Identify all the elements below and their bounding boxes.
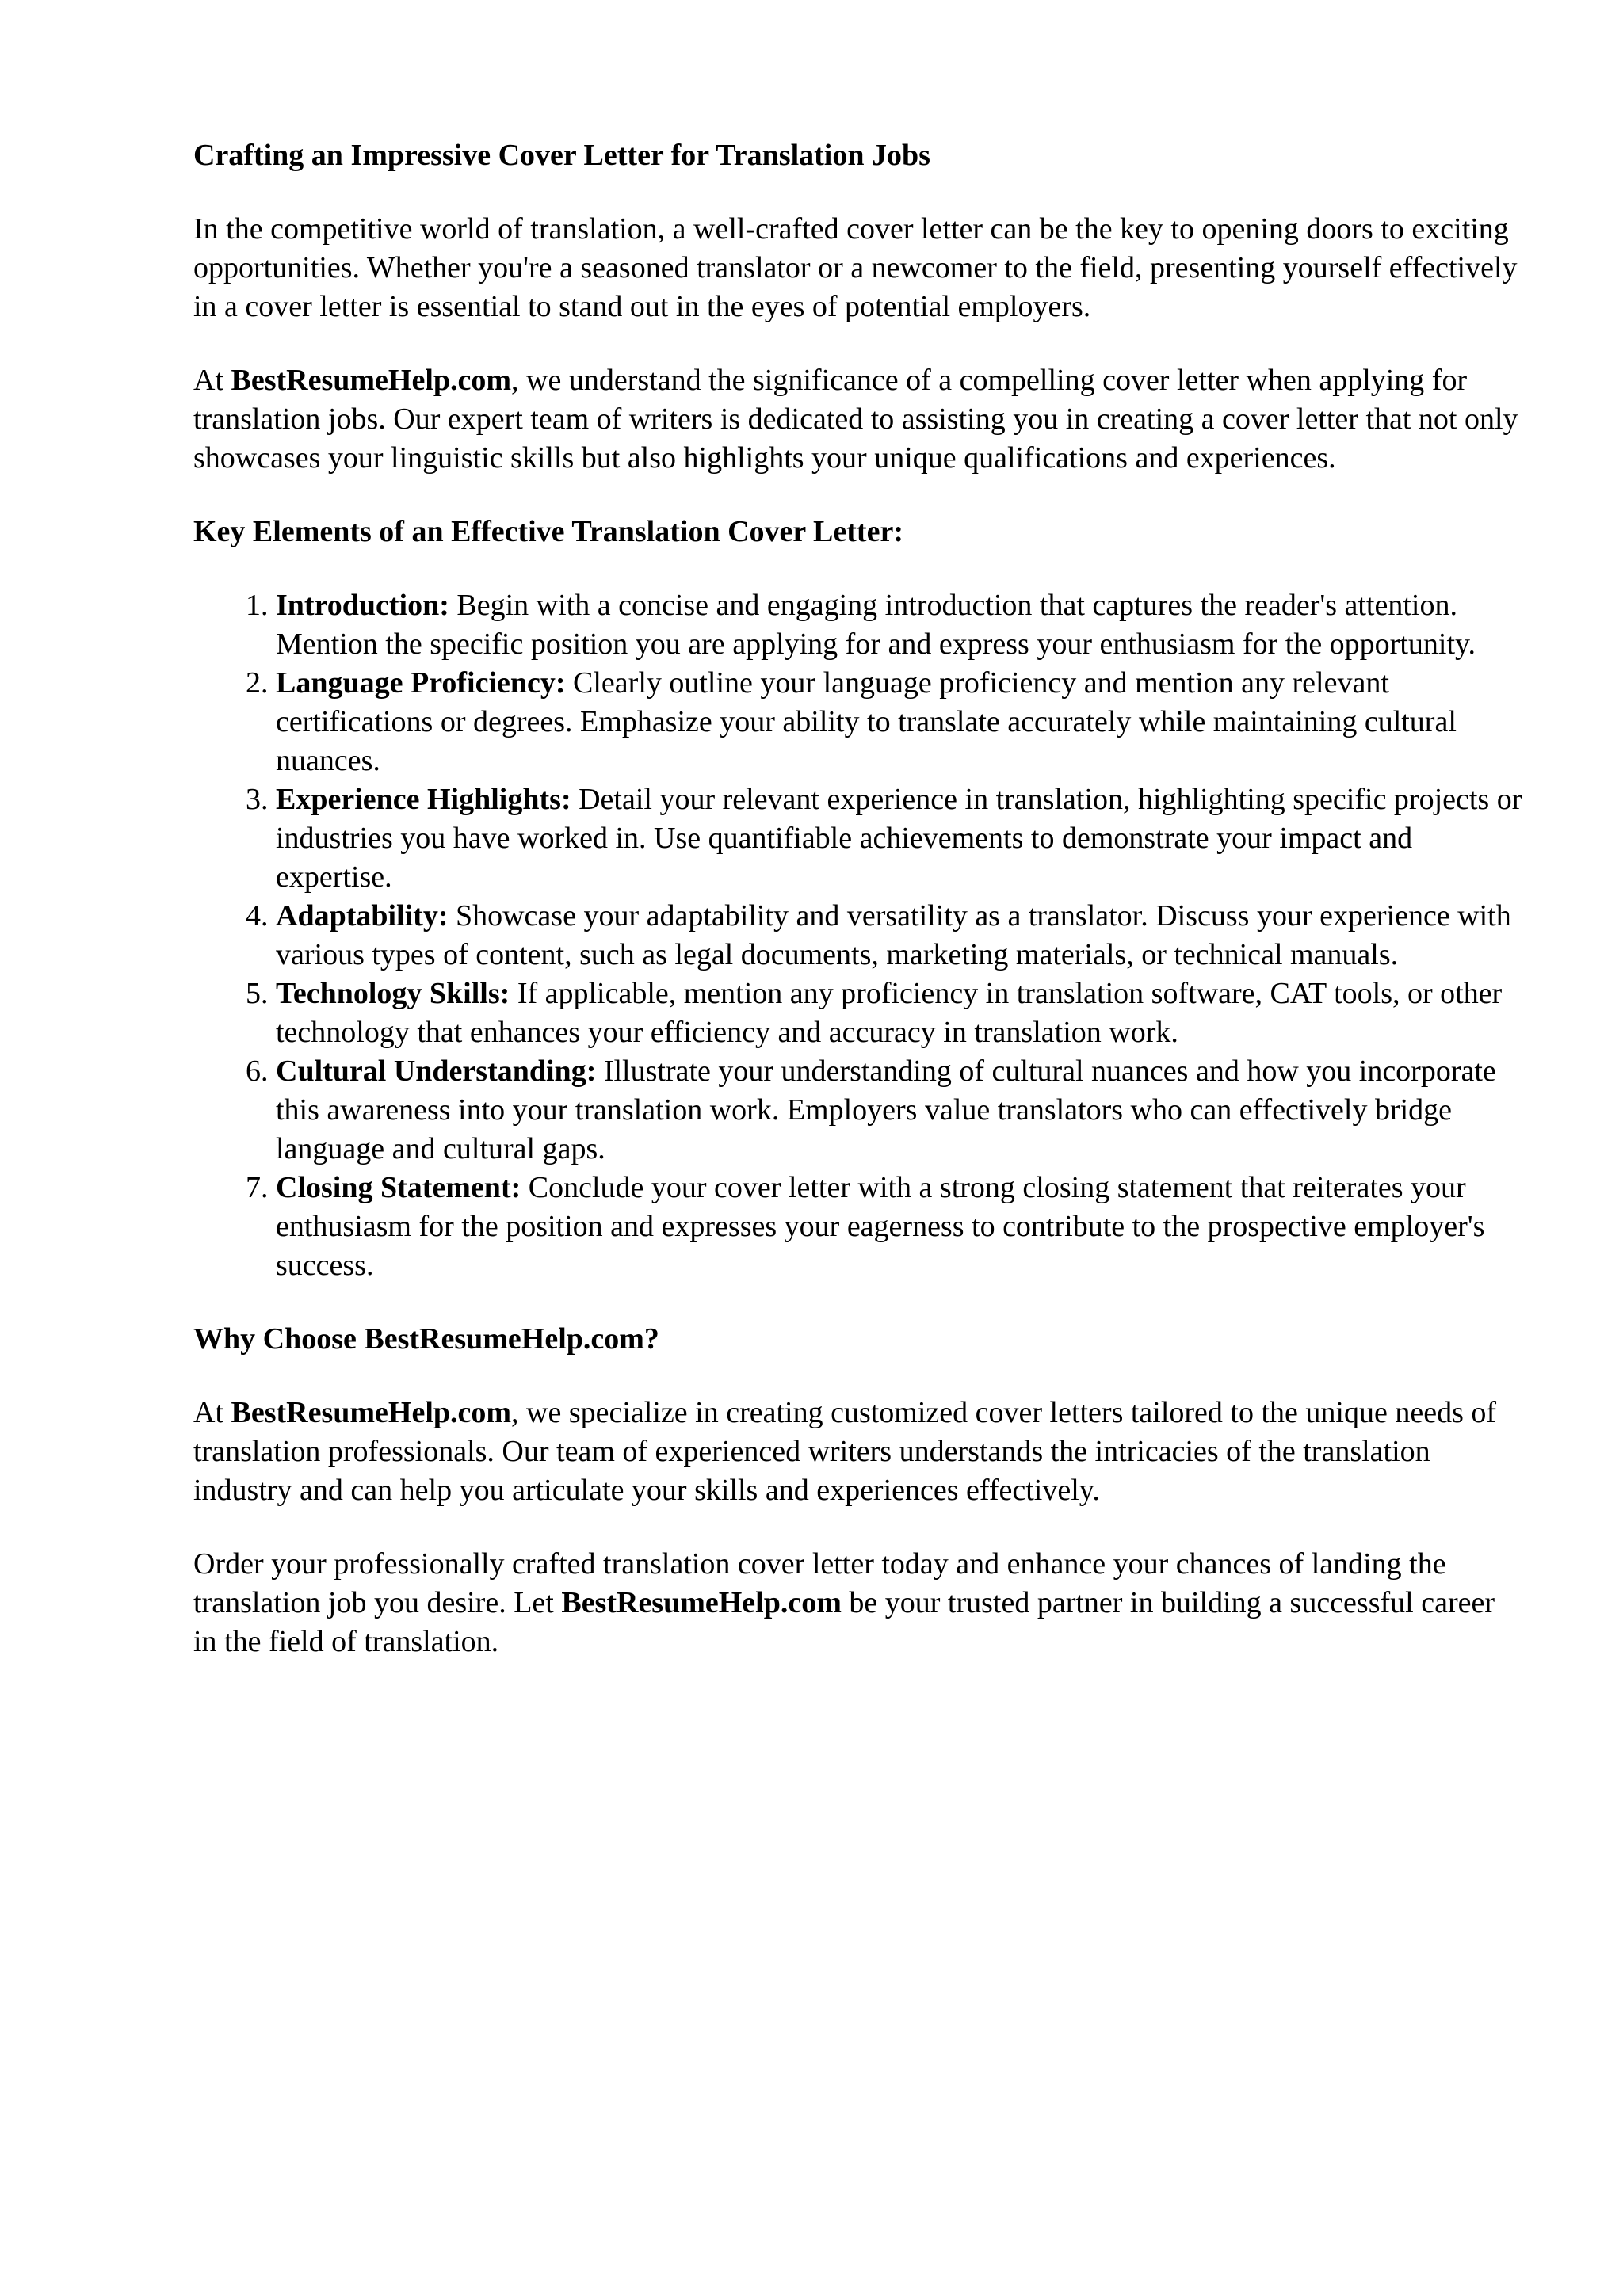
list-item-text: Showcase your adaptability and versatility as a translator. Discuss your experience with various types of content, such as legal documents, marketing materials, or technical manuals. — [276, 899, 1511, 971]
list-item — [276, 1169, 1525, 1285]
list-item-label: Technology Skills: — [276, 977, 510, 1010]
why-choose-paragraph — [193, 1394, 1525, 1510]
key-elements-heading: Key Elements of an Effective Translation Cover Letter: — [193, 515, 903, 548]
document-page — [193, 136, 1525, 1696]
service-paragraph-text: , we understand the significance of a compelling cover letter when applying for translation jobs. Our expert team of writers is dedicated to assisting you in creating a cover letter that not only showcases your linguistic skills but also highlights your unique qualifications and experiences. — [193, 364, 1518, 475]
list-item — [276, 780, 1525, 897]
list-item-text: Begin with a concise and engaging introduction that captures the reader's attention. Mention the specific position you are applying for and express your enthusiasm for the opportunity. — [276, 589, 1476, 661]
list-item — [276, 897, 1525, 974]
list-item-text: Clearly outline your language proficiency and mention any relevant certifications or degrees. Emphasize your ability to translate accurately while maintaining cultural nuances. — [276, 666, 1457, 777]
list-item-text: Conclude your cover letter with a strong closing statement that reiterates your enthusiasm for the position and expresses your eagerness to contribute to the prospective employer's success. — [276, 1171, 1485, 1282]
document-title: Crafting an Impressive Cover Letter for Translation Jobs — [193, 139, 930, 172]
list-item — [276, 974, 1525, 1052]
why-choose-paragraph-text: , we specialize in creating customized cover letters tailored to the unique needs of translation professionals. Our team of experienced writers understands the intricacies of the translation industry and can help you articulate your skills and experiences effectively. — [193, 1396, 1497, 1507]
list-item — [276, 586, 1525, 664]
intro-paragraph: In the competitive world of translation, a well-crafted cover letter can be the key to opening doors to exciting opportunities. Whether you're a seasoned translator or a newcomer to the field, presenting yourself effectively in a cover letter is essential to stand out in the eyes of potential employers. — [193, 212, 1518, 323]
why-choose-paragraph-prefix: At — [193, 1396, 231, 1429]
brand-name: BestResumeHelp.com — [561, 1586, 842, 1619]
list-item-text: Illustrate your understanding of cultural nuances and how you incorporate this awareness into your translation work. Employers value translators who can effectively bridge language and cultural gaps. — [276, 1055, 1496, 1165]
list-item-label: Language Proficiency: — [276, 666, 566, 700]
list-item-text: If applicable, mention any proficiency in translation software, CAT tools, or other technology that enhances your efficiency and accuracy in translation work. — [276, 977, 1503, 1049]
key-elements-list — [193, 586, 1525, 1285]
list-item-label: Introduction: — [276, 589, 449, 622]
closing-paragraph-text: be your trusted partner in building a successful career in the field of translation. — [193, 1586, 1495, 1658]
list-item-text: Detail your relevant experience in translation, highlighting specific projects or industries you have worked in. Use quantifiable achievements to demonstrate your impact and expertise. — [276, 783, 1522, 894]
why-choose-suffix: ? — [643, 1322, 659, 1356]
brand-name: BestResumeHelp.com — [231, 1396, 512, 1429]
why-choose-heading — [193, 1320, 1525, 1359]
closing-paragraph — [193, 1545, 1525, 1661]
brand-name: BestResumeHelp.com — [231, 364, 512, 397]
list-item-label: Adaptability: — [276, 899, 449, 933]
list-item — [276, 664, 1525, 780]
list-item-label: Experience Highlights: — [276, 783, 571, 816]
closing-paragraph-prefix: Order your professionally crafted translation cover letter today and enhance your chances of landing the translation job you desire. Let — [193, 1547, 1446, 1619]
list-item-label: Cultural Understanding: — [276, 1055, 597, 1088]
service-paragraph-prefix: At — [193, 364, 231, 397]
list-item — [276, 1052, 1525, 1169]
brand-name: BestResumeHelp.com — [364, 1322, 644, 1356]
list-item-label: Closing Statement: — [276, 1171, 521, 1204]
why-choose-prefix: Why Choose — [193, 1322, 365, 1356]
service-paragraph — [193, 361, 1525, 478]
